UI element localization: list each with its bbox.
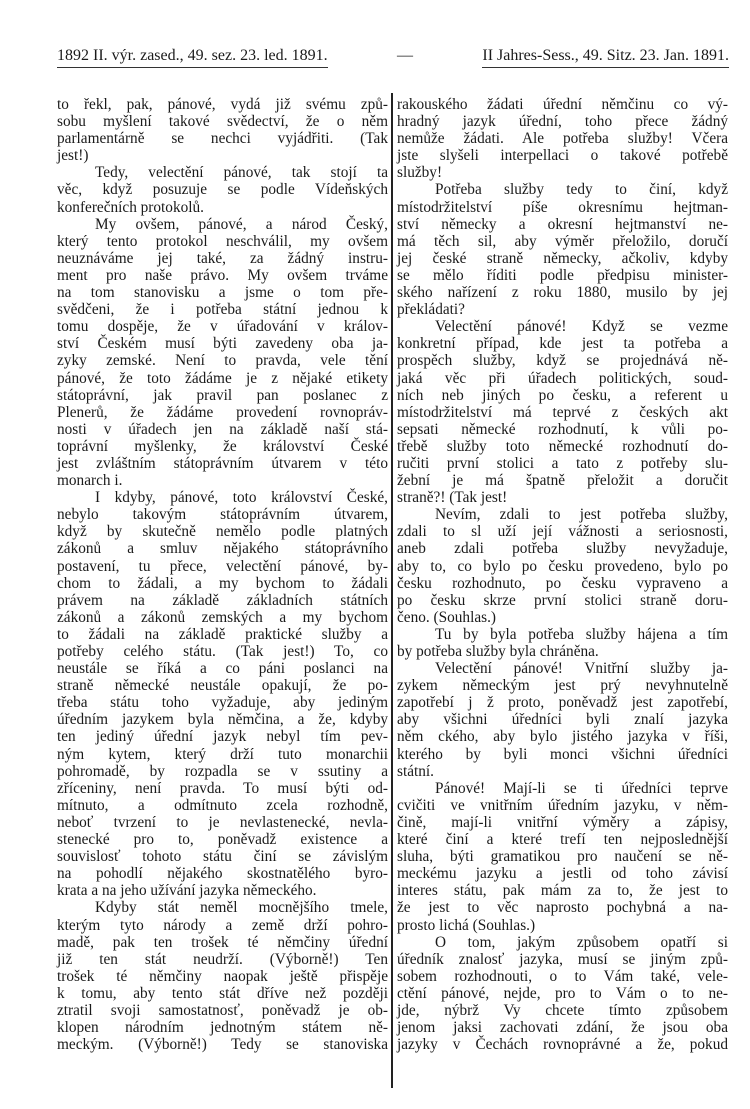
text-line: sluha, býti gramatikou pro naučení se ně- bbox=[397, 848, 728, 866]
text-line: když by skutečně nemělo podle platných bbox=[57, 523, 388, 541]
text-line: právem na základě základních státních bbox=[57, 591, 388, 609]
running-header bbox=[57, 47, 729, 68]
text-line: kterým tyto národy a země drží pohro- bbox=[57, 916, 388, 934]
text-line: něm ckého, aby bylo jistého jazyka v říši, bbox=[397, 728, 728, 746]
text-line: po česku skrze první stolici straně doru- bbox=[397, 591, 728, 609]
text-line: I kdyby, pánové, toto království České, bbox=[95, 489, 388, 507]
text-line: třeba státu toho vyžaduje, aby jediným bbox=[57, 694, 388, 712]
header-czech: 1892 II. výr. zased., 49. sez. 23. led. 1891. bbox=[57, 47, 328, 68]
text-line: má těch sil, aby výměr přeložilo, doručí bbox=[397, 232, 728, 250]
text-line: to řekl, pak, pánové, vydá již svému způ- bbox=[57, 96, 388, 113]
text-line: jest!) bbox=[57, 147, 89, 165]
text-line: parlamentárně se nechci vyjádřiti. (Tak bbox=[57, 130, 388, 148]
text-line: pohromadě, by rozpadla se v ssutiny a bbox=[57, 762, 388, 780]
text-line: chom to žádali, a my bychom to žádali bbox=[57, 574, 388, 592]
text-line: státní. bbox=[397, 762, 434, 780]
text-line: meckým. (Výborně!) Tedy se stanoviska bbox=[57, 1036, 388, 1054]
text-line: úředník znalosť jazyka, musí se jiným způ- bbox=[397, 950, 728, 968]
text-line: trošek té němčiny naopak ještě přispěje bbox=[57, 967, 388, 985]
text-line: toprávní myšlenky, že království České bbox=[57, 437, 388, 455]
text-line: ným kytem, který drží tuto monarchii bbox=[57, 745, 388, 763]
text-line: madě, pak ten trošek té němčiny úřední bbox=[57, 933, 388, 951]
text-line: neboť tvrzení to je nevlastenecké, nevla- bbox=[57, 813, 388, 831]
text-line: ství Českém musí býti zavedeny oba ja- bbox=[57, 335, 388, 353]
header-dash: — bbox=[396, 47, 413, 64]
text-line: neuznáváme jej také, za žádný instru- bbox=[57, 249, 388, 267]
text-line: ních neb jiných po česku, a referent u bbox=[397, 386, 728, 404]
text-line: Nevím, zdali to jest potřeba služby, bbox=[435, 506, 728, 524]
text-line: zdali to sl uží její vážnosti a seriosnosti, bbox=[397, 523, 728, 541]
text-line: čeno. (Souhlas.) bbox=[397, 608, 496, 626]
text-line: zříceniny, není pravda. To musí býti od- bbox=[57, 779, 388, 797]
text-line: které činí a které trefí ten nejposlednější bbox=[397, 831, 728, 849]
text-line: potřeby celého státu. (Tak jest!) To, co bbox=[57, 643, 388, 660]
text-line: který tento protokol neschválil, my ovšem bbox=[57, 232, 388, 250]
text-line: již ten stát neudrží. (Výborně!) Ten bbox=[57, 950, 388, 968]
text-line: Tedy, velectění pánové, tak stojí ta bbox=[95, 164, 388, 182]
text-line: tomu dospěje, že v úřadování v králov- bbox=[57, 318, 388, 336]
text-line: O tom, jakým způsobem opatří si bbox=[435, 933, 728, 951]
column-divider bbox=[391, 93, 393, 1088]
text-line: ment pro naše právo. My ovšem trváme bbox=[57, 266, 388, 284]
text-line: jde, nýbrž Vy chcete tímto způsobem bbox=[397, 1001, 728, 1019]
text-line: monarch i. bbox=[57, 472, 123, 490]
text-line: pánové, že toto žádáme je z nějaké etikety bbox=[57, 369, 388, 387]
text-line: česku rozhodnuto, po česku vypraveno a bbox=[397, 574, 728, 592]
text-line: Kdyby stát neměl mocnějšího tmele, bbox=[95, 899, 388, 917]
text-line: věc, když posuzuje se podle Vídeňských bbox=[57, 181, 388, 199]
text-line: místodržitelství má teprvé z českých akt bbox=[397, 403, 728, 421]
text-line: straně?! (Tak jest! bbox=[397, 489, 508, 507]
text-line: sepsati německé rozhodnutí, k vůli po- bbox=[397, 420, 728, 438]
text-line: nebylo takovým státoprávním útvarem, bbox=[57, 506, 388, 524]
text-line: jazyky v Čechách rovnoprávné a že, pokud bbox=[397, 1036, 728, 1054]
text-line: krata a na jeho užívání jazyka německého. bbox=[57, 882, 317, 900]
text-line: svědčeni, že i potřeba státní jednou k bbox=[57, 301, 388, 319]
text-line: žební je má špatně přeložit a doručit bbox=[397, 472, 728, 490]
text-line: služby! bbox=[397, 164, 443, 182]
text-line: My ovšem, pánové, a národ Český, bbox=[95, 215, 388, 233]
text-line: by potřeba služby byla chráněna. bbox=[397, 643, 599, 660]
text-line: aby to, co bylo po česku provedeno, bylo po bbox=[397, 557, 728, 575]
text-line: jste slyšeli interpellaci o takové potřebě bbox=[397, 147, 728, 165]
text-line: čině, mají-li vnitřní výměry a zápisy, bbox=[397, 813, 728, 831]
text-line: aby všichni úředníci byli znalí jazyka bbox=[397, 711, 728, 729]
text-line: na tom stanovisku a jsme o tom pře- bbox=[57, 284, 388, 302]
text-line: kterého by byli monci všichni úředníci bbox=[397, 745, 728, 763]
text-line: stenecké pro to, poněvadž existence a bbox=[57, 831, 388, 849]
text-line: zákonů a smluv nějakého státoprávního bbox=[57, 540, 388, 558]
text-line: jest zvláštním státoprávním útvarem v této bbox=[57, 454, 388, 472]
text-line: jej české straně německy, ačkoliv, kdyby bbox=[397, 249, 728, 267]
text-line: postavení, tu přece, velectění pánové, by- bbox=[57, 557, 388, 575]
text-line: konferečních protokolů. bbox=[57, 198, 204, 216]
text-line: Velectění pánové! Vnitřní služby ja- bbox=[435, 660, 728, 678]
text-line: rakouského žádati úřední němčinu co vý- bbox=[397, 96, 728, 113]
left-column bbox=[57, 96, 388, 1053]
text-line: souvislosť tohoto státu činí se závislým bbox=[57, 848, 388, 866]
text-line: prospěch služby, když se projednává ně- bbox=[397, 352, 728, 370]
text-line: cvičiti ve vnitřním úředním jazyku, v něm- bbox=[397, 796, 728, 814]
text-line: k tomu, aby tento stát dříve než později bbox=[57, 984, 388, 1002]
header-german: II Jahres-Sess., 49. Sitz. 23. Jan. 1891. bbox=[482, 47, 729, 68]
text-line: Tu by byla potřeba služby hájena a tím bbox=[435, 625, 728, 643]
text-line: prosto lichá (Souhlas.) bbox=[397, 916, 536, 934]
text-line: mítnuto, a odmítnuto zcela rozhodně, bbox=[57, 796, 388, 814]
text-line: zapotřebí j ž proto, poněvadž jest zapotřebí, bbox=[397, 694, 728, 712]
text-line: úředním jazykem byla němčina, a že, kdyby bbox=[57, 711, 388, 729]
text-line: sobem rozhodnouti, o to Vám také, vele- bbox=[397, 967, 728, 985]
text-line: zákonů a zákonů zemských a my bychom bbox=[57, 608, 388, 626]
text-line: meckému jazyku a jestli od toho závisí bbox=[397, 865, 728, 883]
text-line: klopen národním jednotným státem ně- bbox=[57, 1019, 388, 1037]
text-line: zyky zemské. Není to pravda, vele tění bbox=[57, 352, 388, 370]
text-line: nosti v úřadech jen na základě naší stá- bbox=[57, 420, 388, 438]
text-line: Plenerů, že žádáme provedení rovnopráv- bbox=[57, 403, 388, 421]
text-line: zykem německým jest prý nevyhnutelně bbox=[397, 677, 728, 695]
text-line: interes státu, pak mám za to, že jest to bbox=[397, 882, 728, 900]
right-column bbox=[397, 96, 728, 1053]
text-line: ten jediný úřední jazyk nebyl tím pev- bbox=[57, 728, 388, 746]
text-line: Potřeba služby tedy to činí, když bbox=[435, 181, 728, 199]
text-line: jenom jaksi zachovati zdání, že jsou oba bbox=[397, 1019, 728, 1037]
text-line: státoprávní, jak pravil pan poslanec z bbox=[57, 386, 388, 404]
text-line: místodržitelství píše okresnímu hejtman- bbox=[397, 198, 728, 216]
text-line: se mělo říditi podle předpisu minister- bbox=[397, 266, 728, 284]
text-line: třebě služby toto německé rozhodnutí do- bbox=[397, 437, 728, 455]
text-line: straně německé neustále opakují, že po- bbox=[57, 677, 388, 695]
text-line: ručiti první stolici a tato z potřeby slu- bbox=[397, 454, 728, 472]
text-line: na pohodlí nějakého skostnatělého byro- bbox=[57, 865, 388, 883]
text-line: překládati? bbox=[397, 301, 465, 319]
text-line: nemůže žádati. Ale potřeba služby! Včera bbox=[397, 130, 728, 148]
text-line: sobu myšlení takové svědectví, že o něm bbox=[57, 113, 388, 131]
text-line: ství německy a okresní hejtmanství ne- bbox=[397, 215, 728, 233]
text-line: hradný jazyk úřední, toho přece žádný bbox=[397, 113, 728, 131]
text-line: že jest to věc naprosto pochybná a na- bbox=[397, 899, 728, 917]
text-line: Pánové! Mají-li se ti úředníci teprve bbox=[435, 779, 728, 797]
text-line: jaká věc při úřadech politických, soud- bbox=[397, 369, 728, 387]
text-line: ského nařízení z roku 1880, musilo by jej bbox=[397, 284, 728, 302]
text-line: konkretní případ, kde jest ta potřeba a bbox=[397, 335, 728, 353]
text-line: ctění pánové, nejde, pro to Vám o to ne- bbox=[397, 984, 728, 1002]
text-line: neustále se říká a co páni poslanci na bbox=[57, 660, 388, 678]
text-line: Velectění pánové! Když se vezme bbox=[435, 318, 728, 336]
text-line: ztratil svoji samostatnosť, poněvadž je ob- bbox=[57, 1001, 388, 1019]
text-line: aneb zdali potřeba služby nevyžaduje, bbox=[397, 540, 728, 558]
text-line: to žádali na základě praktické služby a bbox=[57, 625, 388, 643]
